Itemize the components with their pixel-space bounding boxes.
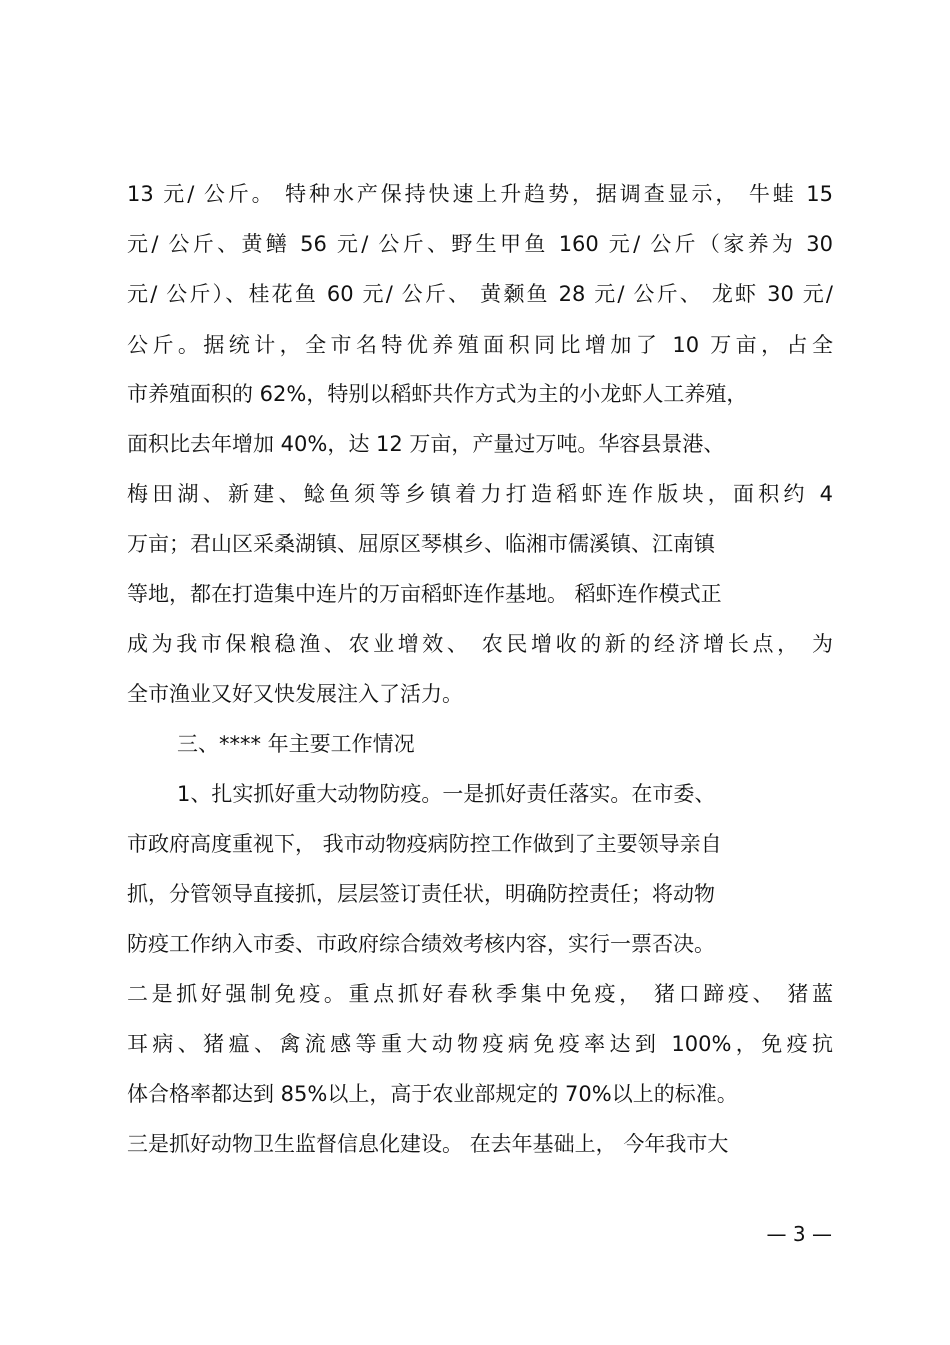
body-text-line: 等地，都在打造集中连片的万亩稻虾连作基地。 稻虾连作模式正 bbox=[127, 582, 722, 606]
body-text-line: 面积比去年增加 40%，达 12 万亩，产量过万吨。华容县景港、 bbox=[127, 432, 725, 456]
body-text-line: 防疫工作纳入市委、市政府综合绩效考核内容，实行一票否决。 bbox=[127, 932, 715, 956]
body-text-line: 成为我市保粮稳渔、农业增效、 农民增收的新的经济增长点， 为 bbox=[127, 632, 833, 656]
body-text-line: 元/ 公斤、黄鳝 56 元/ 公斤、野生甲鱼 160 元/ 公斤（家养为 30 bbox=[127, 232, 833, 256]
body-text-line: 市养殖面积的 62%，特别以稻虾共作方式为主的小龙虾人工养殖， bbox=[127, 382, 748, 406]
body-text-line: 二是抓好强制免疫。重点抓好春秋季集中免疫， 猪口蹄疫、 猪蓝 bbox=[127, 982, 833, 1006]
body-text-line: 元/ 公斤）、桂花鱼 60 元/ 公斤、 黄颡鱼 28 元/ 公斤、 龙虾 30 元/ bbox=[127, 282, 833, 306]
body-text-line: 公斤。据统计，全市名特优养殖面积同比增加了 10 万亩，占全 bbox=[127, 333, 833, 357]
body-text-line: 抓，分管领导直接抓，层层签订责任状，明确防控责任；将动物 bbox=[127, 882, 715, 906]
page-number: — 3 — bbox=[766, 1222, 832, 1246]
body-text-line: 13 元/ 公斤。 特种水产保持快速上升趋势，据调查显示， 牛蛙 15 bbox=[127, 182, 833, 206]
paragraph-first-line: 1、扎实抓好重大动物防疫。一是抓好责任落实。在市委、 bbox=[177, 782, 716, 806]
body-text-line: 三是抓好动物卫生监督信息化建设。 在去年基础上， 今年我市大 bbox=[127, 1132, 729, 1156]
body-text-line: 市政府高度重视下， 我市动物疫病防控工作做到了主要领导亲自 bbox=[127, 832, 722, 856]
body-text-line: 万亩；君山区采桑湖镇、屈原区琴棋乡、临湘市儒溪镇、江南镇 bbox=[127, 532, 715, 556]
body-text-line: 全市渔业又好又快发展注入了活力。 bbox=[127, 682, 463, 706]
body-text-line: 耳病、猪瘟、禽流感等重大动物疫病免疫率达到 100%，免疫抗 bbox=[127, 1032, 833, 1056]
body-text-line: 体合格率都达到 85%以上，高于农业部规定的 70%以上的标准。 bbox=[127, 1082, 738, 1106]
body-text-line: 梅田湖、新建、鲶鱼须等乡镇着力打造稻虾连作版块，面积约 4 bbox=[127, 482, 833, 506]
section-heading: 三、**** 年主要工作情况 bbox=[177, 732, 415, 756]
